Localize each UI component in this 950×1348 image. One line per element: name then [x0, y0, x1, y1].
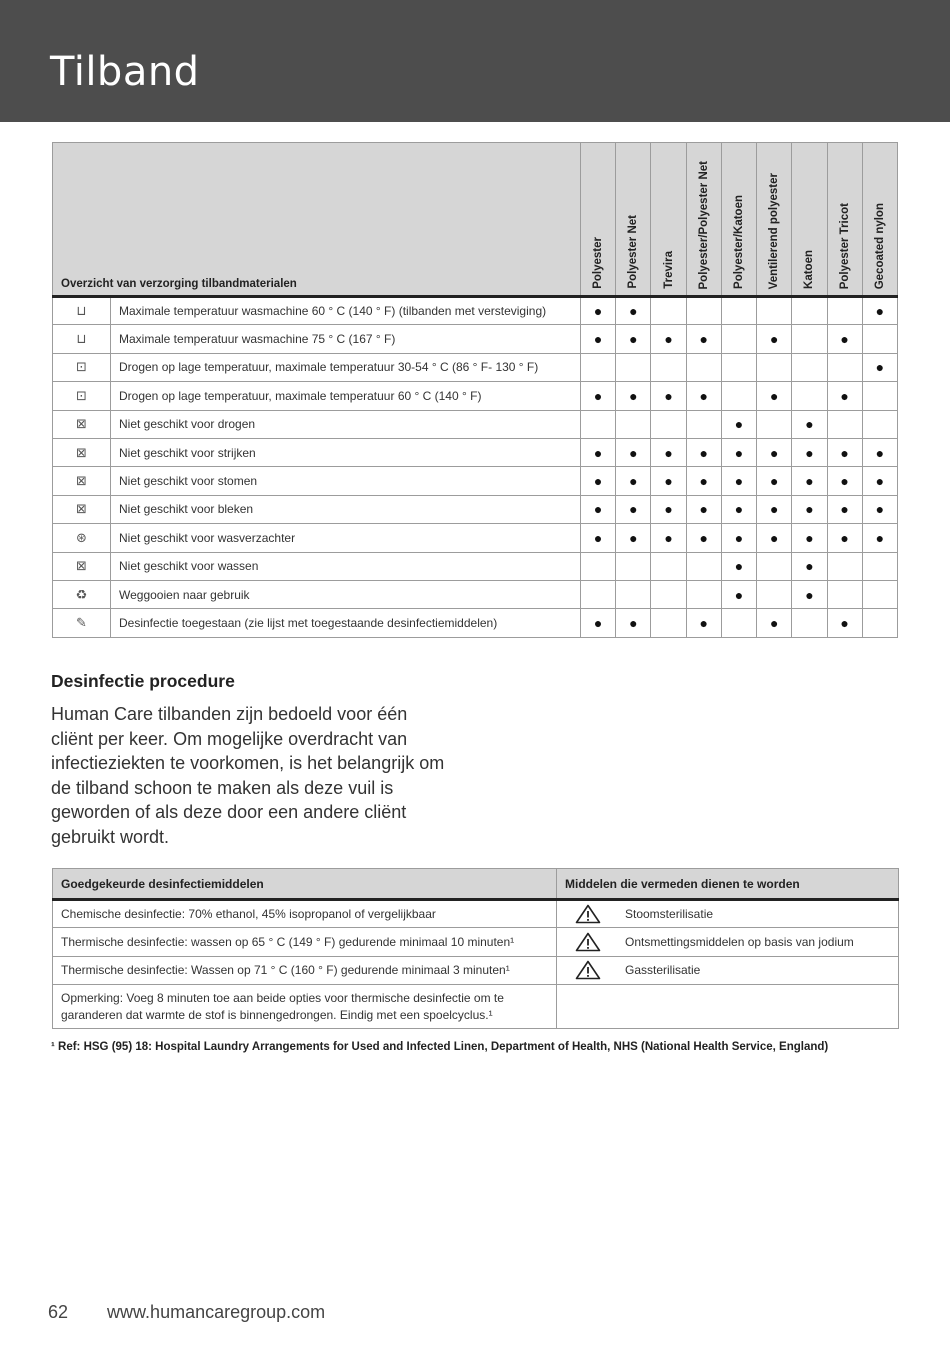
- empty-cell: [792, 382, 827, 410]
- empty-cell: [686, 410, 721, 438]
- applicable-dot: ●: [581, 495, 616, 523]
- empty-cell: [721, 325, 756, 353]
- no-dry-icon: ⊠: [53, 410, 111, 438]
- reference-note: ¹ Ref: HSG (95) 18: Hospital Laundry Arrangements for Used and Infected Linen, Department of Health, NHS (National Health Service, England): [51, 1041, 829, 1053]
- applicable-dot: ●: [792, 410, 827, 438]
- care-instruction-label: Maximale temperatuur wasmachine 75 ° C (167 ° F): [111, 325, 581, 353]
- empty-cell: [862, 382, 897, 410]
- avoid-agent: [557, 928, 899, 956]
- applicable-dot: ●: [827, 467, 862, 495]
- applicable-dot: ●: [827, 438, 862, 466]
- empty-cell: [721, 297, 756, 325]
- approved-agent: Thermische desinfectie: wassen op 65 ° C (149 ° F) gedurende minimaal 10 minuten¹: [53, 928, 557, 956]
- empty-cell: [862, 609, 897, 637]
- empty-cell: [862, 325, 897, 353]
- avoid-agent-label: Ontsmettingsmiddelen op basis van jodium: [625, 935, 854, 950]
- applicable-dot: ●: [757, 609, 792, 637]
- table-row: [53, 382, 898, 410]
- warning-icon: [575, 932, 601, 952]
- tumble-dry-60-icon: ⊡: [53, 382, 111, 410]
- applicable-dot: ●: [581, 382, 616, 410]
- website-link[interactable]: www.humancaregroup.com: [107, 1302, 326, 1322]
- applicable-dot: ●: [581, 524, 616, 552]
- material-column-label: Trevira: [662, 251, 675, 289]
- care-table-title: Overzicht van verzorging tilbandmaterialen: [53, 143, 581, 297]
- wash-75-icon: ⊔: [53, 325, 111, 353]
- material-column-header: [581, 143, 616, 297]
- applicable-dot: ●: [616, 382, 651, 410]
- material-column-header: [827, 143, 862, 297]
- applicable-dot: ●: [792, 552, 827, 580]
- warning-icon: [575, 960, 601, 980]
- empty-cell: [827, 297, 862, 325]
- table-row: [53, 609, 898, 637]
- material-column-header: [686, 143, 721, 297]
- table-row: [53, 985, 899, 1029]
- table-row: [53, 438, 898, 466]
- table-row: [53, 900, 899, 928]
- applicable-dot: ●: [616, 325, 651, 353]
- empty-cell: [651, 609, 686, 637]
- applicable-dot: ●: [792, 524, 827, 552]
- applicable-dot: ●: [862, 495, 897, 523]
- table-row: [53, 956, 899, 984]
- material-column-header: [651, 143, 686, 297]
- empty-cell: [827, 410, 862, 438]
- section-title: Desinfectie procedure: [51, 671, 235, 691]
- applicable-dot: ●: [757, 467, 792, 495]
- applicable-dot: ●: [792, 438, 827, 466]
- avoid-agent: [557, 900, 899, 928]
- disinfect-icon: ✎: [53, 609, 111, 637]
- empty-cell: [651, 297, 686, 325]
- empty-cell: [862, 580, 897, 608]
- applicable-dot: ●: [862, 524, 897, 552]
- care-table: [52, 142, 898, 638]
- applicable-dot: ●: [581, 325, 616, 353]
- empty-cell: [827, 552, 862, 580]
- empty-cell: [581, 410, 616, 438]
- applicable-dot: ●: [862, 353, 897, 381]
- avoid-agent: [557, 956, 899, 984]
- empty-cell: [862, 410, 897, 438]
- applicable-dot: ●: [721, 438, 756, 466]
- empty-cell: [721, 353, 756, 381]
- empty-cell: [757, 552, 792, 580]
- material-column-label: Polyester Net: [627, 215, 640, 289]
- care-instruction-label: Drogen op lage temperatuur, maximale temperatuur 60 ° C (140 ° F): [111, 382, 581, 410]
- applicable-dot: ●: [721, 495, 756, 523]
- empty-cell: [757, 410, 792, 438]
- empty-cell: [792, 609, 827, 637]
- empty-cell: [721, 382, 756, 410]
- applicable-dot: ●: [651, 467, 686, 495]
- applicable-dot: ●: [686, 382, 721, 410]
- applicable-dot: ●: [616, 467, 651, 495]
- applicable-dot: ●: [792, 495, 827, 523]
- care-instruction-label: Drogen op lage temperatuur, maximale temperatuur 30-54 ° C (86 ° F- 130 ° F): [111, 353, 581, 381]
- applicable-dot: ●: [757, 524, 792, 552]
- approved-header: Goedgekeurde desinfectiemiddelen: [53, 869, 557, 900]
- applicable-dot: ●: [757, 495, 792, 523]
- empty-cell: [651, 552, 686, 580]
- care-instruction-label: Niet geschikt voor drogen: [111, 410, 581, 438]
- approved-agent: Chemische desinfectie: 70% ethanol, 45% isopropanol of vergelijkbaar: [53, 900, 557, 928]
- material-column-header: [721, 143, 756, 297]
- no-bleach-icon: ⊠: [53, 495, 111, 523]
- table-row: [53, 297, 898, 325]
- dispose-icon: ♻: [53, 580, 111, 608]
- page-number: 62: [48, 1302, 69, 1322]
- empty-cell: [686, 353, 721, 381]
- care-instruction-label: Niet geschikt voor strijken: [111, 438, 581, 466]
- applicable-dot: ●: [827, 382, 862, 410]
- no-softener-icon: ⊛: [53, 524, 111, 552]
- no-steam-icon: ⊠: [53, 467, 111, 495]
- material-column-label: Katoen: [803, 250, 816, 289]
- table-row: [53, 353, 898, 381]
- applicable-dot: ●: [686, 325, 721, 353]
- applicable-dot: ●: [757, 382, 792, 410]
- page-header: [0, 0, 950, 122]
- applicable-dot: ●: [686, 609, 721, 637]
- care-instruction-label: Maximale temperatuur wasmachine 60 ° C (140 ° F) (tilbanden met versteviging): [111, 297, 581, 325]
- table-row: [53, 325, 898, 353]
- table-row: [53, 467, 898, 495]
- applicable-dot: ●: [862, 467, 897, 495]
- applicable-dot: ●: [651, 438, 686, 466]
- empty-cell: [792, 325, 827, 353]
- applicable-dot: ●: [651, 382, 686, 410]
- applicable-dot: ●: [616, 438, 651, 466]
- material-column-header: [862, 143, 897, 297]
- applicable-dot: ●: [721, 524, 756, 552]
- table-row: [53, 580, 898, 608]
- empty-cell: [581, 580, 616, 608]
- empty-cell: [792, 353, 827, 381]
- applicable-dot: ●: [616, 297, 651, 325]
- table-row: [53, 928, 899, 956]
- material-column-header: [757, 143, 792, 297]
- applicable-dot: ●: [651, 325, 686, 353]
- care-instruction-label: Weggooien naar gebruik: [111, 580, 581, 608]
- table-row: [53, 410, 898, 438]
- applicable-dot: ●: [581, 438, 616, 466]
- empty-cell: [581, 353, 616, 381]
- care-instruction-label: Niet geschikt voor stomen: [111, 467, 581, 495]
- empty-cell: [792, 297, 827, 325]
- applicable-dot: ●: [862, 297, 897, 325]
- applicable-dot: ●: [792, 580, 827, 608]
- applicable-dot: ●: [721, 467, 756, 495]
- empty-cell: [581, 552, 616, 580]
- applicable-dot: ●: [581, 609, 616, 637]
- applicable-dot: ●: [686, 524, 721, 552]
- applicable-dot: ●: [757, 325, 792, 353]
- note-cell: Opmerking: Voeg 8 minuten toe aan beide opties voor thermische desinfectie om te garanderen dat warmte de stof is binnengedrongen. Eindig met een spoelcyclus.¹: [53, 985, 557, 1029]
- empty-cell: [686, 297, 721, 325]
- disinfectant-table: [52, 868, 899, 1029]
- empty-cell: [686, 580, 721, 608]
- empty-cell: [757, 580, 792, 608]
- care-instruction-label: Niet geschikt voor wassen: [111, 552, 581, 580]
- tumble-dry-low-icon: ⊡: [53, 353, 111, 381]
- avoid-agent-label: Stoomsterilisatie: [625, 907, 714, 922]
- empty-cell: [757, 297, 792, 325]
- table-row: [53, 552, 898, 580]
- applicable-dot: ●: [686, 438, 721, 466]
- material-column-header: [616, 143, 651, 297]
- table-row: [53, 495, 898, 523]
- applicable-dot: ●: [721, 410, 756, 438]
- material-column-label: Polyester: [592, 237, 605, 289]
- section-text: Human Care tilbanden zijn bedoeld voor één cliënt per keer. Om mogelijke overdracht van infectieziekten te voorkomen, is het belangrijk om de tilband schoon te maken als deze vuil is geworden of als deze door een andere cliënt gebruikt wordt.: [51, 704, 445, 847]
- applicable-dot: ●: [651, 524, 686, 552]
- material-column-label: Polyester Tricot: [838, 202, 851, 289]
- empty-cell: [616, 552, 651, 580]
- applicable-dot: ●: [616, 495, 651, 523]
- material-column-header: [792, 143, 827, 297]
- no-wash-icon: ⊠: [53, 552, 111, 580]
- empty-cell: [651, 410, 686, 438]
- applicable-dot: ●: [686, 495, 721, 523]
- applicable-dot: ●: [721, 552, 756, 580]
- applicable-dot: ●: [581, 297, 616, 325]
- empty-cell: [827, 353, 862, 381]
- empty-cell: [827, 580, 862, 608]
- empty-cell: [616, 353, 651, 381]
- applicable-dot: ●: [827, 609, 862, 637]
- avoid-header: Middelen die vermeden dienen te worden: [557, 869, 899, 900]
- empty-cell: [557, 985, 899, 1029]
- no-iron-icon: ⊠: [53, 438, 111, 466]
- applicable-dot: ●: [581, 467, 616, 495]
- empty-cell: [862, 552, 897, 580]
- material-column-label: Ventilerend polyester: [768, 172, 781, 289]
- applicable-dot: ●: [686, 467, 721, 495]
- empty-cell: [721, 609, 756, 637]
- applicable-dot: ●: [827, 524, 862, 552]
- care-instruction-label: Desinfectie toegestaan (zie lijst met toegestaande desinfectiemiddelen): [111, 609, 581, 637]
- applicable-dot: ●: [792, 467, 827, 495]
- applicable-dot: ●: [827, 325, 862, 353]
- approved-agent: Thermische desinfectie: Wassen op 71 ° C (160 ° F) gedurende minimaal 3 minuten¹: [53, 956, 557, 984]
- applicable-dot: ●: [616, 524, 651, 552]
- page-title: Tilband: [50, 49, 200, 95]
- applicable-dot: ●: [862, 438, 897, 466]
- empty-cell: [616, 580, 651, 608]
- empty-cell: [651, 580, 686, 608]
- empty-cell: [651, 353, 686, 381]
- avoid-agent-label: Gassterilisatie: [625, 963, 701, 978]
- wash-60-icon: ⊔: [53, 297, 111, 325]
- material-column-label: Gecoated nylon: [873, 202, 886, 289]
- care-instruction-label: Niet geschikt voor wasverzachter: [111, 524, 581, 552]
- material-column-label: Polyester/Katoen: [732, 195, 745, 289]
- material-column-label: Polyester/Polyester Net: [697, 160, 710, 289]
- applicable-dot: ●: [827, 495, 862, 523]
- applicable-dot: ●: [757, 438, 792, 466]
- empty-cell: [686, 552, 721, 580]
- empty-cell: [616, 410, 651, 438]
- table-row: [53, 524, 898, 552]
- page-footer: [48, 1302, 325, 1323]
- empty-cell: [757, 353, 792, 381]
- care-instruction-label: Niet geschikt voor bleken: [111, 495, 581, 523]
- warning-icon: [575, 904, 601, 924]
- applicable-dot: ●: [721, 580, 756, 608]
- applicable-dot: ●: [651, 495, 686, 523]
- applicable-dot: ●: [616, 609, 651, 637]
